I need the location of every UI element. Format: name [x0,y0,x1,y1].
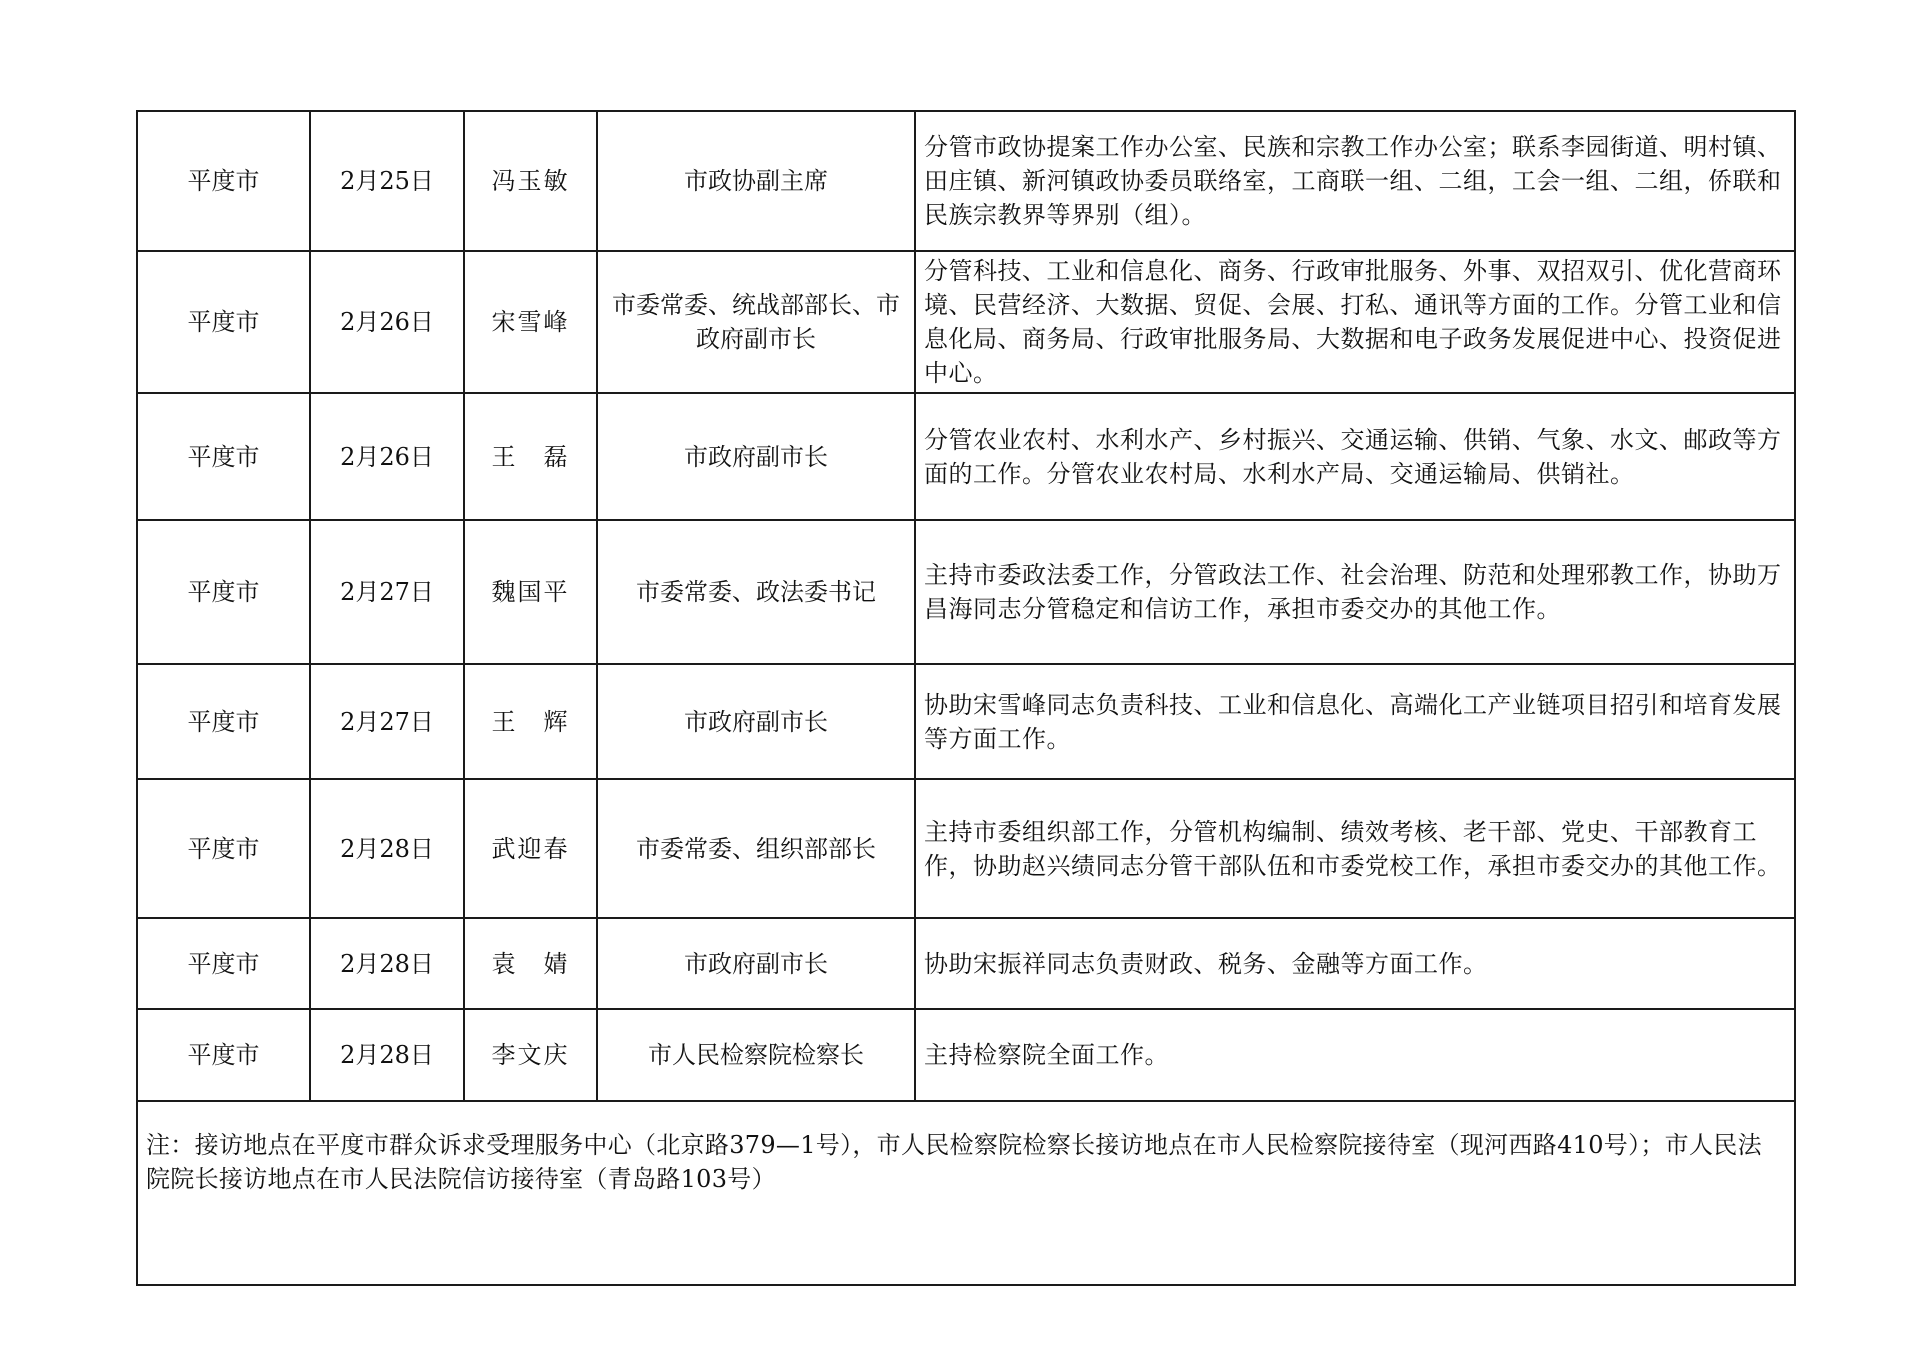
table-row [137,779,1795,918]
name-cell: 魏国平 [464,520,597,664]
name-cell: 宋雪峰 [464,251,597,393]
city-cell: 平度市 [137,664,310,779]
reception-location-note: 注：接访地点在平度市群众诉求受理服务中心（北京路379—1号），市人民检察院检察长接访地点在市人民检察院接待室（现河西路410号）；市人民法院院长接访地点在市人民法院信访接待室（青岛路103号） [137,1101,1795,1285]
table-row [137,664,1795,779]
city-cell: 平度市 [137,1009,310,1101]
table-row [137,251,1795,393]
table-row [137,918,1795,1009]
name-cell: 袁 婧 [464,918,597,1009]
date-cell: 2月28日 [310,779,464,918]
date-cell: 2月27日 [310,664,464,779]
table-row [137,1009,1795,1101]
duties-cell: 分管农业农村、水利水产、乡村振兴、交通运输、供销、气象、水文、邮政等方面的工作。分管农业农村局、水利水产局、交通运输局、供销社。 [915,393,1795,520]
position-cell: 市委常委、组织部部长 [597,779,915,918]
position-cell: 市委常委、统战部部长、市政府副市长 [597,251,915,393]
city-cell: 平度市 [137,251,310,393]
position-cell: 市政府副市长 [597,664,915,779]
name-cell: 李文庆 [464,1009,597,1101]
date-cell: 2月26日 [310,393,464,520]
duties-cell: 分管市政协提案工作办公室、民族和宗教工作办公室；联系李园街道、明村镇、田庄镇、新河镇政协委员联络室，工商联一组、二组，工会一组、二组，侨联和民族宗教界等界别（组）。 [915,111,1795,251]
duties-cell: 主持市委政法委工作，分管政法工作、社会治理、防范和处理邪教工作，协助万昌海同志分管稳定和信访工作，承担市委交办的其他工作。 [915,520,1795,664]
duties-cell: 分管科技、工业和信息化、商务、行政审批服务、外事、双招双引、优化营商环境、民营经济、大数据、贸促、会展、打私、通讯等方面的工作。分管工业和信息化局、商务局、行政审批服务局、大数据和电子政务发展促进中心、投资促进中心。 [915,251,1795,393]
duties-cell: 协助宋雪峰同志负责科技、工业和信息化、高端化工产业链项目招引和培育发展等方面工作。 [915,664,1795,779]
city-cell: 平度市 [137,393,310,520]
duties-cell: 主持检察院全面工作。 [915,1009,1795,1101]
date-cell: 2月28日 [310,918,464,1009]
city-cell: 平度市 [137,111,310,251]
city-cell: 平度市 [137,918,310,1009]
note-row [137,1101,1795,1285]
city-cell: 平度市 [137,779,310,918]
position-cell: 市人民检察院检察长 [597,1009,915,1101]
city-cell: 平度市 [137,520,310,664]
position-cell: 市政府副市长 [597,918,915,1009]
position-cell: 市委常委、政法委书记 [597,520,915,664]
date-cell: 2月26日 [310,251,464,393]
reception-schedule-table [136,110,1796,1286]
table-row [137,393,1795,520]
duties-cell: 主持市委组织部工作，分管机构编制、绩效考核、老干部、党史、干部教育工作，协助赵兴绩同志分管干部队伍和市委党校工作，承担市委交办的其他工作。 [915,779,1795,918]
duties-cell: 协助宋振祥同志负责财政、税务、金融等方面工作。 [915,918,1795,1009]
name-cell: 王 辉 [464,664,597,779]
name-cell: 武迎春 [464,779,597,918]
date-cell: 2月27日 [310,520,464,664]
table-row [137,111,1795,251]
date-cell: 2月25日 [310,111,464,251]
name-cell: 冯玉敏 [464,111,597,251]
position-cell: 市政府副市长 [597,393,915,520]
name-cell: 王 磊 [464,393,597,520]
date-cell: 2月28日 [310,1009,464,1101]
position-cell: 市政协副主席 [597,111,915,251]
document-page [136,110,1794,1286]
table-row [137,520,1795,664]
